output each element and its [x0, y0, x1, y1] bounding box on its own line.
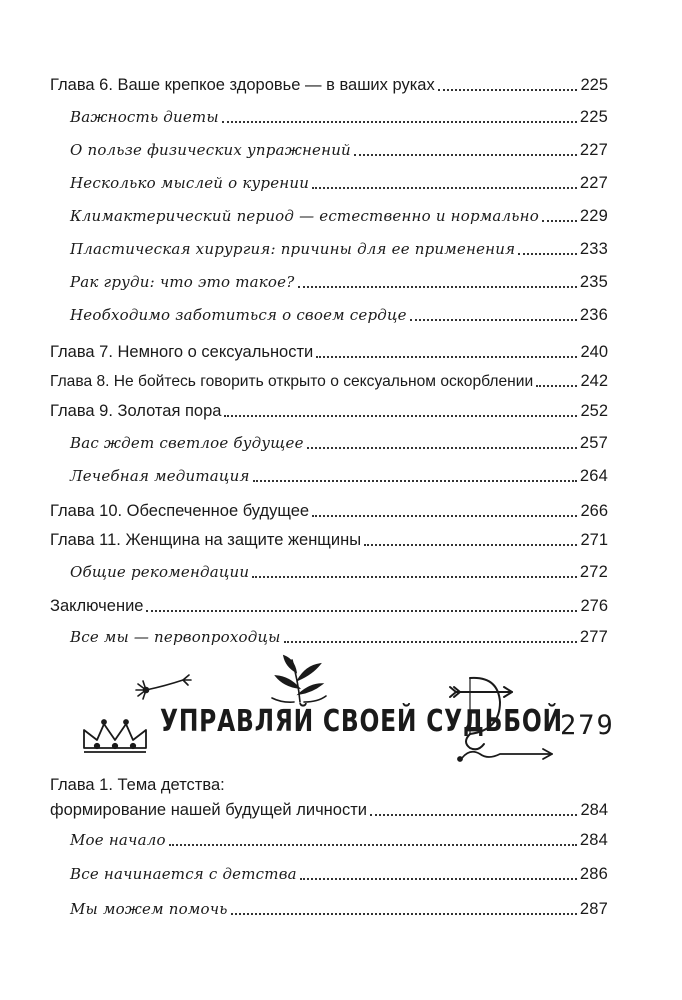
toc-entry-page: 284 — [579, 831, 608, 849]
toc-entry[interactable] — [50, 498, 608, 524]
toc-entry[interactable] — [70, 203, 608, 229]
dot-leader — [354, 153, 577, 156]
dot-leader — [284, 640, 577, 643]
toc-entry-page: 236 — [579, 306, 608, 324]
toc-entry[interactable] — [70, 269, 608, 295]
toc-entry-title: Мое начало — [70, 831, 166, 849]
toc-entry[interactable] — [50, 72, 608, 98]
toc-entry[interactable] — [70, 137, 608, 163]
toc-entry-title: Глава 8. Не бойтесь говорить открыто о сексуальном оскорблении — [50, 373, 534, 390]
dot-leader — [364, 543, 577, 546]
dot-leader — [169, 843, 577, 846]
toc-entry-page: 225 — [580, 76, 608, 94]
chapter-heading-line: Глава 1. Тема детства: — [50, 776, 225, 794]
toc-entry-page: 233 — [579, 240, 608, 258]
toc-entry[interactable] — [70, 104, 608, 130]
toc-entry-page: 229 — [579, 207, 608, 225]
part-title[interactable]: УПРАВЛЯЙ СВОЕЙ СУДЬБОЙ — [160, 704, 563, 739]
dot-leader — [222, 120, 577, 123]
toc-entry-title: Глава 9. Золотая пора — [50, 402, 222, 420]
toc-entry-title: Мы можем помочь — [70, 900, 228, 918]
toc-entry[interactable] — [70, 170, 608, 196]
toc-entry-title: Пластическая хирургия: причины для ее применения — [70, 240, 516, 258]
toc-entry-title: Глава 11. Женщина на защите женщины — [50, 531, 362, 549]
toc-entry-page: 252 — [580, 402, 608, 420]
toc-entry-page: 286 — [579, 865, 608, 883]
toc-entry-page: 284 — [580, 801, 608, 819]
dot-leader — [224, 414, 577, 417]
toc-entry-title: Глава 7. Немного о сексуальности — [50, 343, 314, 361]
toc-entry-page: 287 — [579, 900, 608, 918]
toc-entry-title: формирование нашей будущей личности — [50, 801, 367, 819]
dot-leader — [518, 252, 577, 255]
toc-entry-page: 235 — [579, 273, 608, 291]
toc-entry[interactable] — [50, 398, 608, 424]
dot-leader — [307, 446, 577, 449]
toc-entry-page: 257 — [579, 434, 608, 452]
toc-entry[interactable] — [50, 339, 608, 365]
toc-entry-title: Глава 10. Обеспеченное будущее — [50, 502, 310, 520]
toc-entry-page: 227 — [579, 174, 608, 192]
crown-icon — [84, 720, 146, 752]
toc-entry-title: Необходимо заботиться о своем сердце — [70, 306, 407, 324]
toc-entry-page: 266 — [580, 502, 608, 520]
toc-entry-title: Все мы — первопроходцы — [70, 628, 281, 646]
dot-leader — [316, 355, 577, 358]
dot-leader — [146, 609, 577, 612]
toc-entry[interactable] — [70, 430, 608, 456]
toc-entry-title: Климактерический период — естественно и нормально — [70, 207, 539, 225]
toc-entry[interactable] — [70, 827, 608, 853]
toc-entry[interactable] — [50, 797, 608, 823]
toc-entry[interactable] — [50, 527, 608, 553]
dot-leader — [252, 575, 577, 578]
toc-entry[interactable] — [70, 861, 608, 887]
branch-icon — [272, 656, 326, 702]
toc-entry-page: 276 — [580, 597, 608, 615]
dot-leader — [300, 877, 577, 880]
toc-entry[interactable] — [50, 593, 608, 619]
toc-entry-title: Несколько мыслей о курении — [70, 174, 310, 192]
toc-entry-title: О пользе физических упражнений — [70, 141, 351, 159]
dot-leader — [253, 479, 577, 482]
toc-entry[interactable] — [70, 559, 608, 585]
toc-entry-page: 271 — [580, 531, 608, 549]
dot-leader — [536, 384, 577, 387]
toc-entry-title: Глава 6. Ваше крепкое здоровье — в ваших руках — [50, 76, 435, 94]
toc-entry[interactable] — [70, 896, 608, 922]
toc-entry-title: Вас ждет светлое будущее — [70, 434, 304, 452]
toc-entry-title: Все начинается с детства — [70, 865, 297, 883]
dot-leader — [410, 318, 577, 321]
toc-entry[interactable] — [70, 463, 608, 489]
toc-entry-title: Лечебная медитация — [70, 467, 250, 485]
part-page-number: 279 — [560, 710, 615, 741]
swirl-arrow-icon — [458, 749, 552, 761]
toc-entry[interactable] — [70, 302, 608, 328]
toc-entry-page: 277 — [579, 628, 608, 646]
toc-entry-page: 272 — [579, 563, 608, 581]
dot-leader — [231, 912, 577, 915]
toc-entry-title: Общие рекомендации — [70, 563, 250, 581]
toc-entry-page: 225 — [579, 108, 608, 126]
dandelion-icon — [136, 675, 191, 699]
dot-leader — [312, 514, 577, 517]
toc-entry[interactable] — [70, 236, 608, 262]
dot-leader — [542, 219, 577, 222]
toc-entry-page: 240 — [580, 343, 608, 361]
dot-leader — [438, 88, 578, 91]
toc-entry-page: 227 — [579, 141, 608, 159]
toc-entry-page: 242 — [580, 372, 608, 390]
toc-entry[interactable] — [50, 368, 608, 394]
dot-leader — [312, 186, 577, 189]
toc-entry-title: Рак груди: что это такое? — [70, 273, 295, 291]
toc-entry[interactable] — [70, 624, 608, 650]
toc-entry-title: Важность диеты — [70, 108, 219, 126]
toc-entry-title: Заключение — [50, 597, 144, 615]
dot-leader — [370, 813, 577, 816]
dot-leader — [298, 285, 577, 288]
toc-entry-page: 264 — [579, 467, 608, 485]
